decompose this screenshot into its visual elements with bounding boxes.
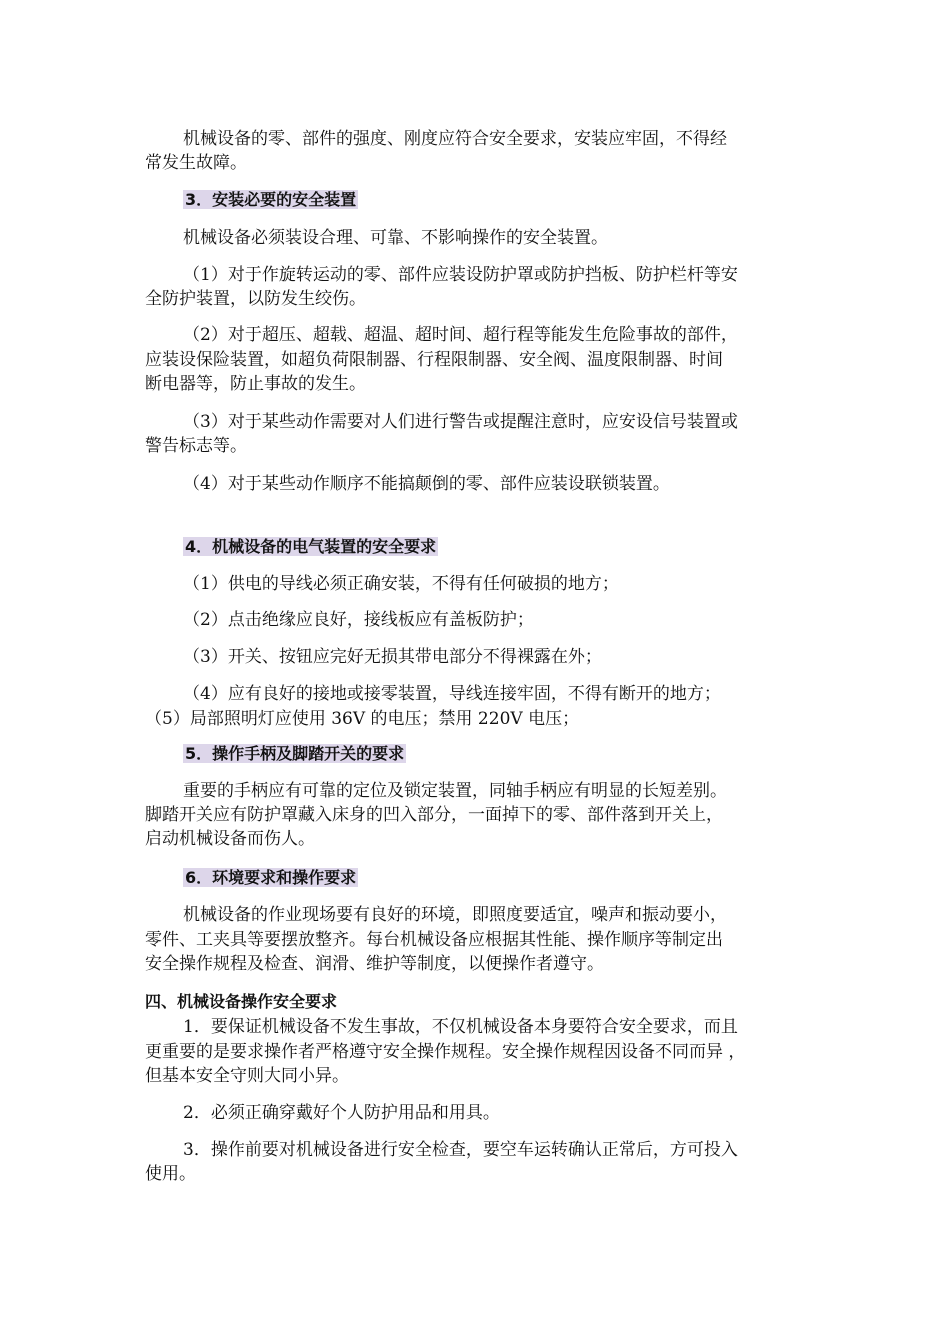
heading-highlight: 5．操作手柄及脚踏开关的要求 bbox=[185, 744, 405, 763]
heading-highlight: 3．安装必要的安全装置 bbox=[185, 190, 357, 209]
paragraph-line: 脚踏开关应有防护罩藏入床身的凹入部分，一面掉下的零、部件落到开关上， bbox=[145, 805, 723, 825]
list-item-line: （4）应有良好的接地或接零装置，导线连接牢固，不得有断开的地方； bbox=[183, 684, 721, 704]
paragraph-line: 2．必须正确穿戴好个人防护用品和用具。 bbox=[183, 1103, 500, 1123]
list-item-line: （3）开关、按钮应完好无损其带电部分不得裸露在外； bbox=[183, 647, 602, 667]
list-item-line: （2）对于超压、超载、超温、超时间、超行程等能发生危险事故的部件， bbox=[183, 325, 738, 345]
list-item-line: （1）对于作旋转运动的零、部件应装设防护罩或防护挡板、防护栏杆等安 bbox=[183, 265, 738, 285]
paragraph-line: 机械设备的零、部件的强度、刚度应符合安全要求，安装应牢固，不得经 bbox=[183, 129, 727, 149]
paragraph-line: 使用。 bbox=[145, 1164, 196, 1184]
paragraph-line: 安全操作规程及检查、润滑、维护等制度，以便操作者遵守。 bbox=[145, 954, 604, 974]
list-item-line: 警告标志等。 bbox=[145, 436, 247, 456]
list-item-line: 断电器等，防止事故的发生。 bbox=[145, 374, 366, 394]
paragraph-line: 3．操作前要对机械设备进行安全检查，要空车运转确认正常后，方可投入 bbox=[183, 1140, 738, 1160]
paragraph-line: 1．要保证机械设备不发生事故，不仅机械设备本身要符合安全要求，而且 bbox=[183, 1017, 738, 1037]
section-heading-5 bbox=[183, 742, 406, 766]
paragraph-line: 更重要的是要求操作者严格遵守安全操作规程。安全操作规程因设备不同而异 ， bbox=[145, 1042, 746, 1062]
paragraph-line: 启动机械设备而伤人。 bbox=[145, 829, 315, 849]
list-item-line: （2）点击绝缘应良好，接线板应有盖板防护； bbox=[183, 610, 534, 630]
list-item-line: （4）对于某些动作顺序不能搞颠倒的零、部件应装设联锁装置。 bbox=[183, 474, 670, 494]
heading-highlight: 4．机械设备的电气装置的安全要求 bbox=[185, 537, 437, 556]
paragraph-line: 常发生故障。 bbox=[145, 153, 247, 173]
list-item-line: （3）对于某些动作需要对人们进行警告或提醒注意时，应安设信号装置或 bbox=[183, 412, 738, 432]
list-item-line: 应装设保险装置，如超负荷限制器、行程限制器、安全阀、温度限制器、时间 bbox=[145, 350, 723, 370]
paragraph-line: 机械设备必须装设合理、可靠、不影响操作的安全装置。 bbox=[183, 228, 608, 248]
paragraph-line: 重要的手柄应有可靠的定位及锁定装置，同轴手柄应有明显的长短差别。 bbox=[183, 781, 727, 801]
paragraph-line: 但基本安全守则大同小异。 bbox=[145, 1066, 349, 1086]
list-item-line: 全防护装置，以防发生绞伤。 bbox=[145, 289, 366, 309]
section-heading-3 bbox=[183, 188, 358, 212]
heading-highlight: 6．环境要求和操作要求 bbox=[185, 868, 357, 887]
list-item-line: （1）供电的导线必须正确安装，不得有任何破损的地方； bbox=[183, 574, 619, 594]
paragraph-line: 机械设备的作业现场要有良好的环境，即照度要适宜，噪声和振动要小， bbox=[183, 905, 727, 925]
chapter-heading: 四、机械设备操作安全要求 bbox=[145, 992, 338, 1011]
section-heading-4 bbox=[183, 535, 438, 559]
list-item-line: （5）局部照明灯应使用 36V 的电压；禁用 220V 电压； bbox=[145, 709, 580, 729]
paragraph-line: 零件、工夹具等要摆放整齐。每台机械设备应根据其性能、操作顺序等制定出 bbox=[145, 930, 723, 950]
section-heading-6 bbox=[183, 866, 358, 890]
